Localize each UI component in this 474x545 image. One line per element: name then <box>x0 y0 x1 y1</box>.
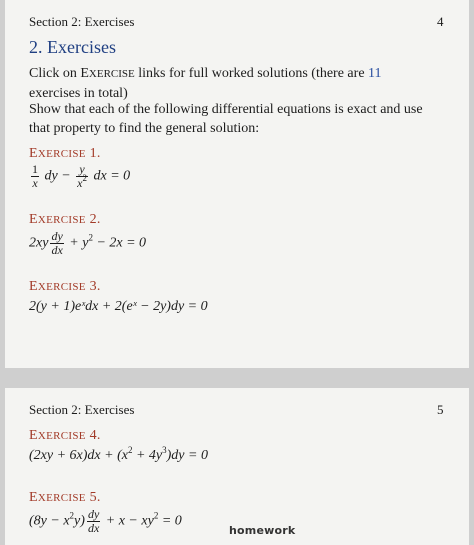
exercise-count: 11 <box>368 66 382 81</box>
exercise-link[interactable]: EXERCISE <box>80 66 135 81</box>
exercise-2-link[interactable]: EXERCISE 2. <box>29 212 101 227</box>
exercise-3-equation: 2(y + 1)eˣdx + 2(eˣ − 2y)dy = 0 <box>29 299 208 314</box>
section-title: 2. Exercises <box>29 37 116 57</box>
document-page-4 <box>5 0 469 368</box>
page-number: 4 <box>437 14 444 29</box>
exercise-4-equation: $(2xy + 6x)dx + (x^2 + 4y^3)dy = 0$ <box>29 445 208 463</box>
exercise-1-link[interactable]: EXERCISE 1. <box>29 146 101 161</box>
instruction-paragraph: Show that each of the following differential equations is exact and use that property to find the general solution: <box>29 102 423 136</box>
document-page-5 <box>5 388 469 545</box>
homework-watermark: homework <box>229 524 296 537</box>
exercise-1-equation: $\frac{1}{x}$ dy − $\frac{y}{x^2}$ dx = 0 <box>32 162 131 190</box>
page-number: 5 <box>437 402 444 417</box>
exercise-5-link[interactable]: EXERCISE 5. <box>29 490 101 505</box>
exercise-3-link[interactable]: EXERCISE 3. <box>29 279 101 294</box>
section-header: Section 2: Exercises <box>29 402 135 417</box>
intro-paragraph: Click on EXERCISE links for full worked solutions (there are 11 exercises in total) <box>29 66 382 101</box>
exercise-4-link[interactable]: EXERCISE 4. <box>29 428 101 443</box>
exercise-5-equation: $(8y - x^2y)$ $\frac{dy}{dx}$ + $x - xy^2 = 0$ <box>29 507 182 535</box>
exercise-2-equation: 2xy $\frac{dy}{dx}$ + $y^2 - 2x = 0$ <box>29 229 147 257</box>
section-header: Section 2: Exercises <box>29 14 135 29</box>
